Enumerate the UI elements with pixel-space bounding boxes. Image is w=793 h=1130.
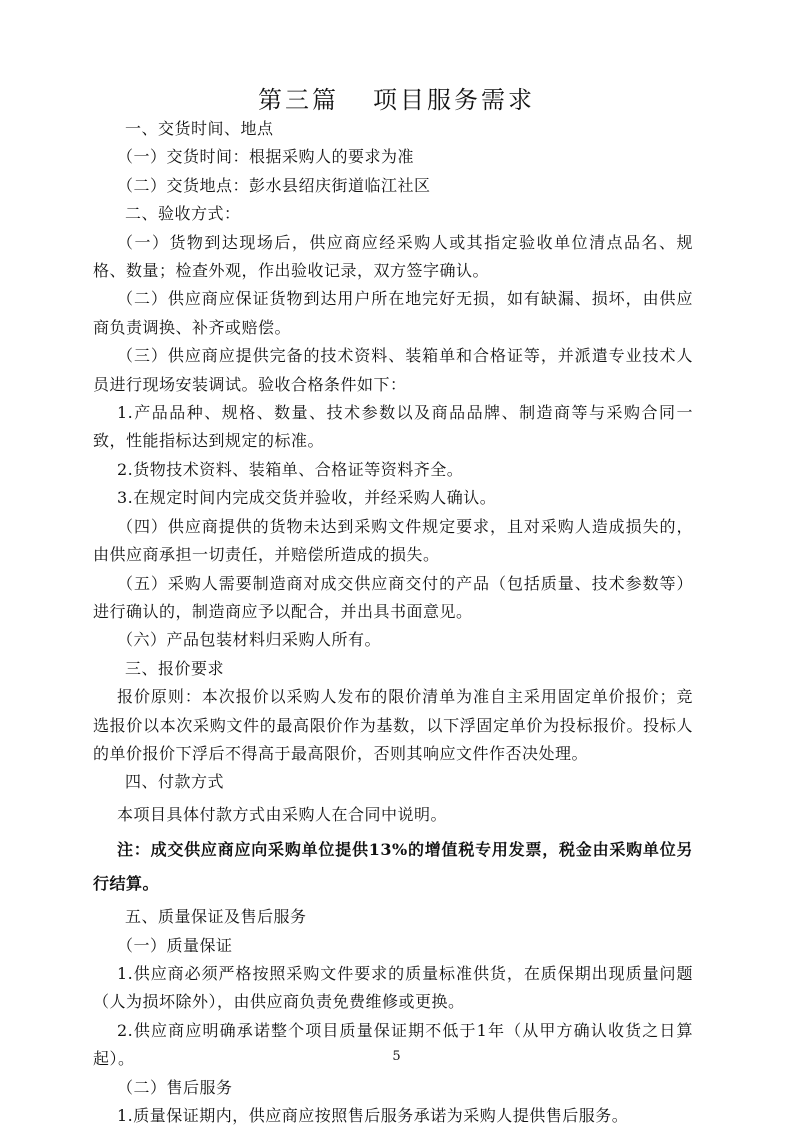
payment-note: 注：成交供应商应向采购单位提供13%的增值税专用发票，税金由采购单位另行结算。 [93,840,693,894]
paragraph-acceptance-4: （四）供应商提供的货物未达到采购文件规定要求，且对采购人造成损失的，由供应商承担一切责任，并赔偿所造成的损失。 [93,516,693,565]
section-heading-acceptance: 二、验收方式： [125,204,241,224]
paragraph-acceptance-2: （二）供应商应保证货物到达用户所在地完好无损，如有缺漏、损坏，由供应商负责调换、补齐或赔偿。 [93,289,693,337]
quality-item-2: 2.供应商应明确承诺整个项目质量保证期不低于1年（从甲方确认收货之日算起）。 [93,1020,693,1069]
subheading-quality-guarantee: （一）质量保证 [117,935,233,955]
paragraph-acceptance-5: （五）采购人需要制造商对成交供应商交付的产品（包括质量、技术参数等）进行确认的，制造商应予以配合，并出具书面意见。 [93,573,693,621]
condition-item-3: 3.在规定时间内完成交货并验收，并经采购人确认。 [117,488,497,508]
subheading-after-sales: （二）售后服务 [117,1077,233,1097]
paragraph-payment: 本项目具体付款方式由采购人在合同中说明。 [117,804,448,824]
paragraph-quotation-principle: 报价原则：本次报价以采购人发布的限价清单为准自主采用固定单价报价；竞选报价以本次采购文件的最高限价作为基数，以下浮固定单价为投标报价。投标人的单价报价下浮后不得高于最高限价，否则其响应文件作否决处理。 [93,687,693,763]
quality-item-1: 1.供应商必须严格按照采购文件要求的质量标准供货，在质保期出现质量问题（人为损坏除外），由供应商负责免费维修或更换。 [93,963,693,1012]
section-heading-quotation: 三、报价要求 [125,658,225,678]
paragraph-delivery-time: （一）交货时间：根据采购人的要求为准 [117,147,415,167]
paragraph-acceptance-3: （三）供应商应提供完备的技术资料、装箱单和合格证等，并派遣专业技术人员进行现场安装调试。验收合格条件如下： [93,346,693,394]
section-heading-delivery: 一、交货时间、地点 [125,119,274,138]
condition-item-2: 2.货物技术资料、装箱单、合格证等资料齐全。 [117,459,464,479]
after-sales-item-1: 1.质量保证期内，供应商应按照售后服务承诺为采购人提供售后服务。 [117,1106,629,1125]
paragraph-acceptance-6: （六）产品包装材料归采购人所有。 [117,630,382,650]
title-part-number: 第三篇 [258,86,339,114]
paragraph-delivery-place: （二）交货地点：彭水县绍庆街道临江社区 [117,175,431,195]
page-number: 5 [392,1049,401,1064]
paragraph-acceptance-1: （一）货物到达现场后，供应商应经采购人或其指定验收单位清点品名、规格、数量；检查外观，作出验收记录，双方签字确认。 [93,232,693,281]
page-title [0,80,793,115]
title-part-name: 项目服务需求 [373,86,535,114]
document-body [93,115,693,1130]
condition-item-1: 1.产品品种、规格、数量、技术参数以及商品品牌、制造商等与采购合同一致，性能指标达到规定的标准。 [93,403,693,451]
section-heading-quality: 五、质量保证及售后服务 [125,907,307,927]
section-heading-payment: 四、付款方式 [125,772,225,792]
